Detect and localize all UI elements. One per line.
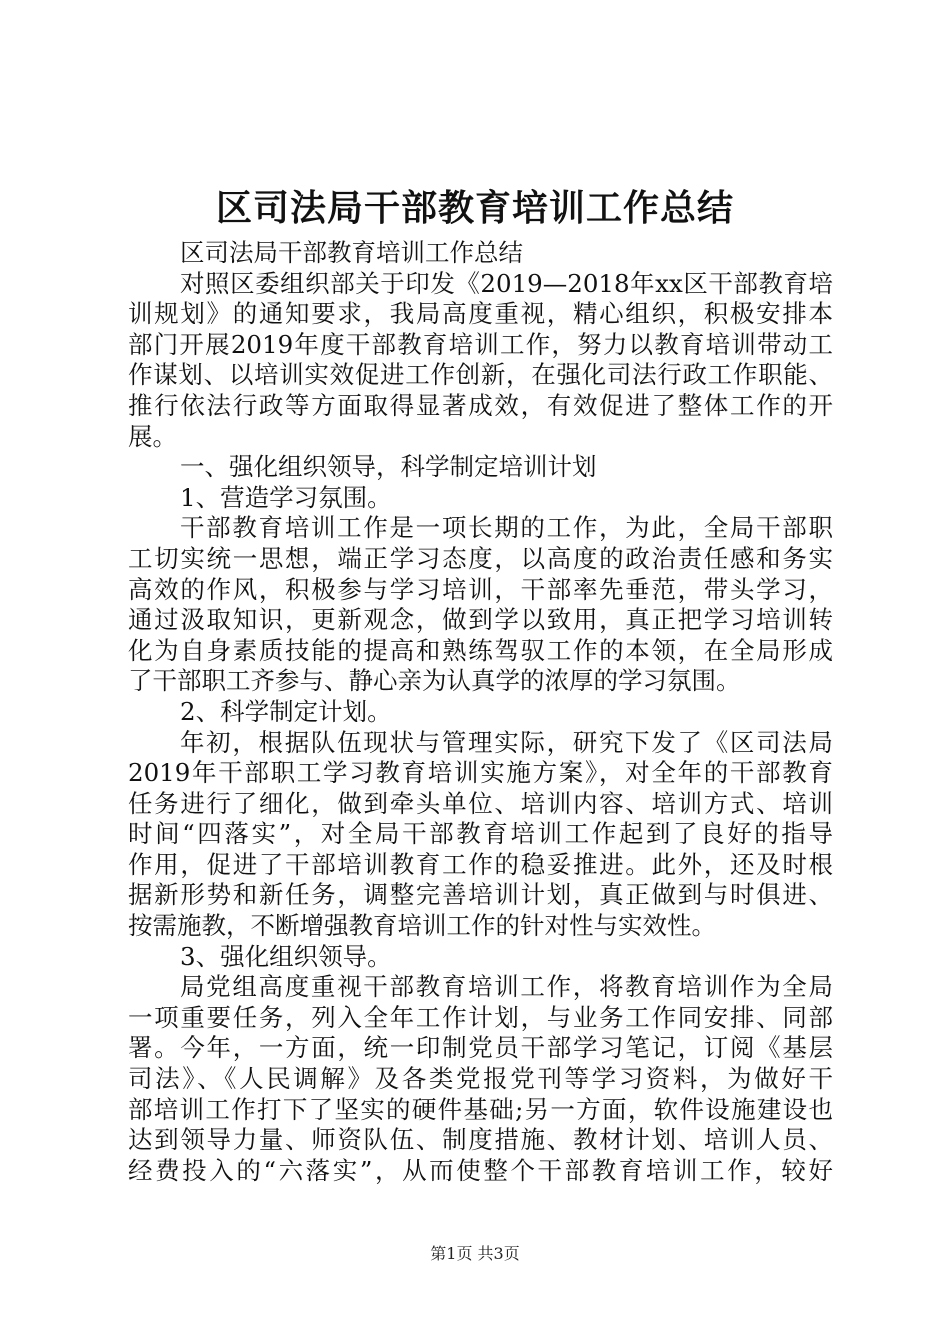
text-line: 2019年干部职工学习教育培训实施方案》，对全年的干部教育: [128, 758, 833, 788]
text-line: 工切实统一思想，端正学习态度，以高度的政治责任感和务实: [128, 543, 833, 573]
text-line: 1、营造学习氛围。: [180, 482, 392, 512]
text-line: 3、强化组织领导。: [180, 941, 392, 971]
text-line: 一项重要任务，列入全年工作计划，与业务工作同安排、同部: [128, 1002, 833, 1032]
text-line: 训规划》的通知要求，我局高度重视，精心组织，积极安排本: [128, 299, 833, 329]
text-line: 局党组高度重视干部教育培训工作，将教育培训作为全局: [180, 972, 833, 1002]
text-line: 通过汲取知识，更新观念，做到学以致用，真正把学习培训转: [128, 605, 833, 635]
text-line: 据新形势和新任务，调整完善培训计划，真正做到与时俱进、: [128, 880, 833, 910]
text-line: 2、科学制定计划。: [180, 696, 392, 726]
page-number-footer: 第1页 共3页: [430, 1244, 520, 1263]
text-line: 作用，促进了干部培训教育工作的稳妥推进。此外，还及时根: [128, 849, 833, 879]
text-line: 任务进行了细化，做到牵头单位、培训内容、培训方式、培训: [128, 788, 833, 818]
text-line: 了干部职工齐参与、静心亲为认真学的浓厚的学习氛围。: [128, 666, 741, 696]
text-line: 达到领导力量、师资队伍、制度措施、教材计划、培训人员、: [128, 1125, 833, 1155]
text-line: 时间“四落实”，对全局干部教育培训工作起到了良好的指导: [128, 819, 833, 849]
text-line: 区司法局干部教育培训工作总结: [180, 238, 523, 267]
text-line: 展。: [128, 421, 177, 451]
text-line: 高效的作风，积极参与学习培训，干部率先垂范，带头学习，: [128, 574, 833, 604]
text-line: 部培训工作打下了坚实的硬件基础;另一方面，软件设施建设也: [128, 1094, 833, 1124]
document-body: [128, 238, 833, 1186]
text-line: 司法》、《人民调解》及各类党报党刊等学习资料，为做好干: [128, 1064, 833, 1094]
text-line: 部门开展2019年度干部教育培训工作，努力以教育培训带动工: [128, 329, 833, 359]
text-line: 年初，根据队伍现状与管理实际，研究下发了《区司法局: [180, 727, 833, 757]
text-line: 推行依法行政等方面取得显著成效，有效促进了整体工作的开: [128, 390, 833, 420]
text-line: 干部教育培训工作是一项长期的工作，为此，全局干部职: [180, 513, 833, 543]
document-title: 区司法局干部教育培训工作总结: [215, 187, 734, 229]
text-line: 按需施教，不断增强教育培训工作的针对性与实效性。: [128, 911, 716, 941]
text-line: 经费投入的“六落实”，从而使整个干部教育培训工作，较好: [128, 1155, 833, 1185]
text-line: 对照区委组织部关于印发《2019—2018年xx区干部教育培: [180, 268, 833, 298]
text-line: 作谋划、以培训实效促进工作创新，在强化司法行政工作职能、: [128, 360, 833, 390]
text-line: 化为自身素质技能的提高和熟练驾驭工作的本领，在全局形成: [128, 635, 833, 665]
text-line: 一、强化组织领导，科学制定培训计划: [180, 452, 597, 482]
text-line: 署。今年，一方面，统一印制党员干部学习笔记，订阅《基层: [128, 1033, 833, 1063]
